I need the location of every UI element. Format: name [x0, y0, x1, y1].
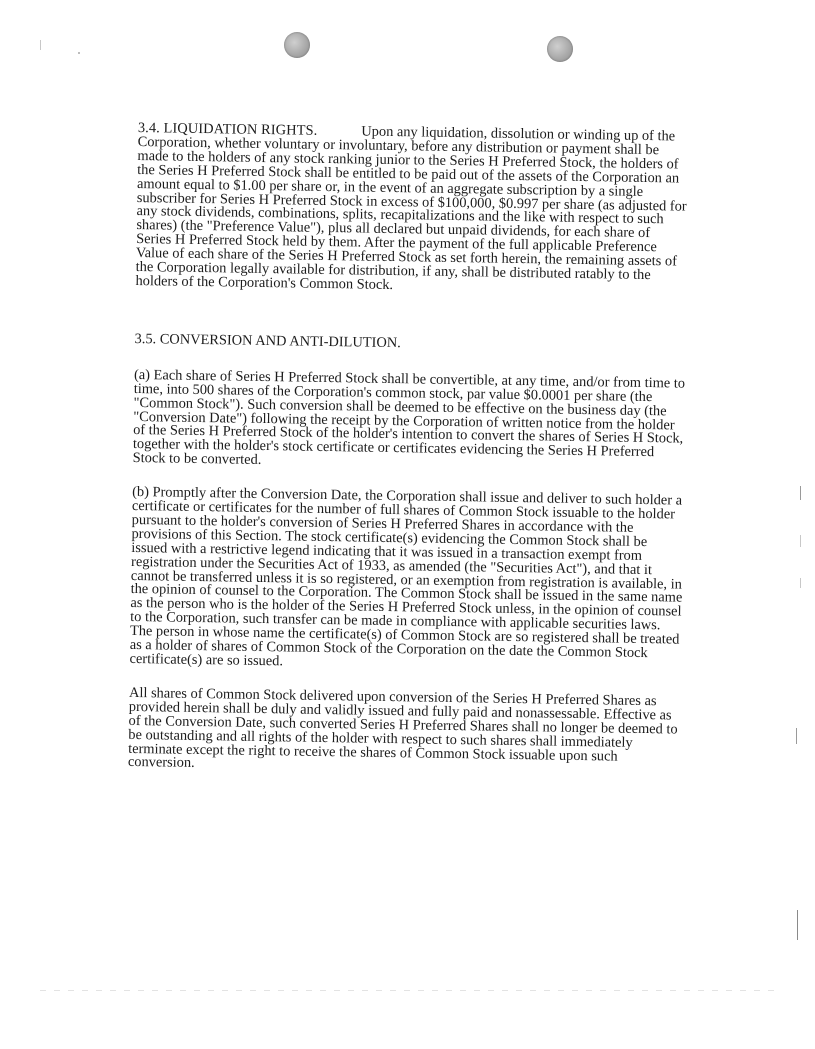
scan-edge-mark — [800, 578, 801, 588]
section-3-4 — [135, 122, 690, 298]
scan-edge-mark — [796, 728, 797, 744]
scan-edge-mark — [800, 486, 801, 500]
scan-speck — [78, 52, 80, 54]
punch-hole-right — [547, 36, 573, 62]
scan-edge-mark — [800, 535, 801, 547]
section-3-5-paragraph-c: All shares of Common Stock delivered upon conversion of the Series H Preferred Shares as provided herein shall be duly and validly issued and fully paid and nonassessable. Effective as of the Conversion Date, such converted Series H Preferred Shares shall no longer be deemed to be outstanding and all rights of the holder with respect to such shares shall immediately terminate except the right to receive the shares of Common Stock issuable upon such conversion. — [127, 684, 678, 772]
section-3-4-heading: 3.4. LIQUIDATION RIGHTS. — [137, 120, 318, 139]
scan-noise-line — [40, 990, 780, 991]
section-3-4-body: Upon any liquidation, dissolution or winding up of the Corporation, whether voluntary or involuntary, before any distribution or payment shall be made to the holders of any stock ranking junior to the Series H Preferred Stock, the holders of the Series H Preferred Stock shall be entitled to be paid out of the assets of the Corporation an amount equal to $1.00 per share or, in the event of an aggregate subscription by a single subscriber for Series H Preferred Stock in excess of $100,000, $0.997 per share (as adjusted for any stock dividends, combinations, splits, recapitalizations and the like with respect to such shares) (the "Preference Value"), plus all declared but unpaid dividends, for each share of Series H Preferred Stock held by them. After the payment of the full applicable Preference Value of each share of the Series H Preferred Stock as set forth herein, the remaining assets of the Corporation legally available for distribution, if any, shall be distributed ratably to the holders of the Corporation's Common Stock. — [135, 123, 687, 293]
section-3-5-heading: 3.5. CONVERSION AND ANTI-DILUTION. — [134, 330, 401, 352]
section-3-5-paragraph-a: (a) Each share of Series H Preferred Stock shall be convertible, at any time, and/or from time to time, into 500 shares of the Corporation's common stock, par value $0.0001 per share (the "Common Stock"). Such conversion shall be deemed to be effective on the business day (the "Conversion Date") following the receipt by the Corporation of written notice from the holder of the Series H Preferred Stock of the holder's intention to convert the shares of Series H Stock, together with the holder's stock certificate or certificates evidencing the Series H Preferred Stock to be converted. — [132, 366, 686, 469]
scan-edge-mark — [40, 40, 41, 50]
document-body — [128, 122, 690, 779]
section-3-5-paragraph-b: (b) Promptly after the Conversion Date, the Corporation shall issue and deliver to such holder a certificate or certificates for the number of full shares of Common Stock issuable to the holder pursuant to the holder's conversion of Series H Preferred Shares in accordance with the provisions of this Section. The stock certificate(s) evidencing the Common Stock shall be issued with a restrictive legend indicating that it was issued in a transaction exempt from registration under the Securities Act of 1933, as amended (the "Securities Act"), and that it cannot be transferred unless it is so registered, or an exemption from registration is available, in the opinion of counsel to the Corporation. The Common Stock shall be issued in the same name as the person who is the holder of the Series H Preferred Stock unless, in the opinion of counsel to the Corporation, such transfer can be made in compliance with applicable securities laws. The person in whose name the certificate(s) of Common Stock are so registered shall be treated as a holder of shares of Common Stock of the Corporation on the date the Common Stock certificate(s) are so issued. — [129, 484, 683, 670]
punch-hole-left — [284, 32, 310, 58]
scan-edge-mark — [797, 910, 798, 940]
